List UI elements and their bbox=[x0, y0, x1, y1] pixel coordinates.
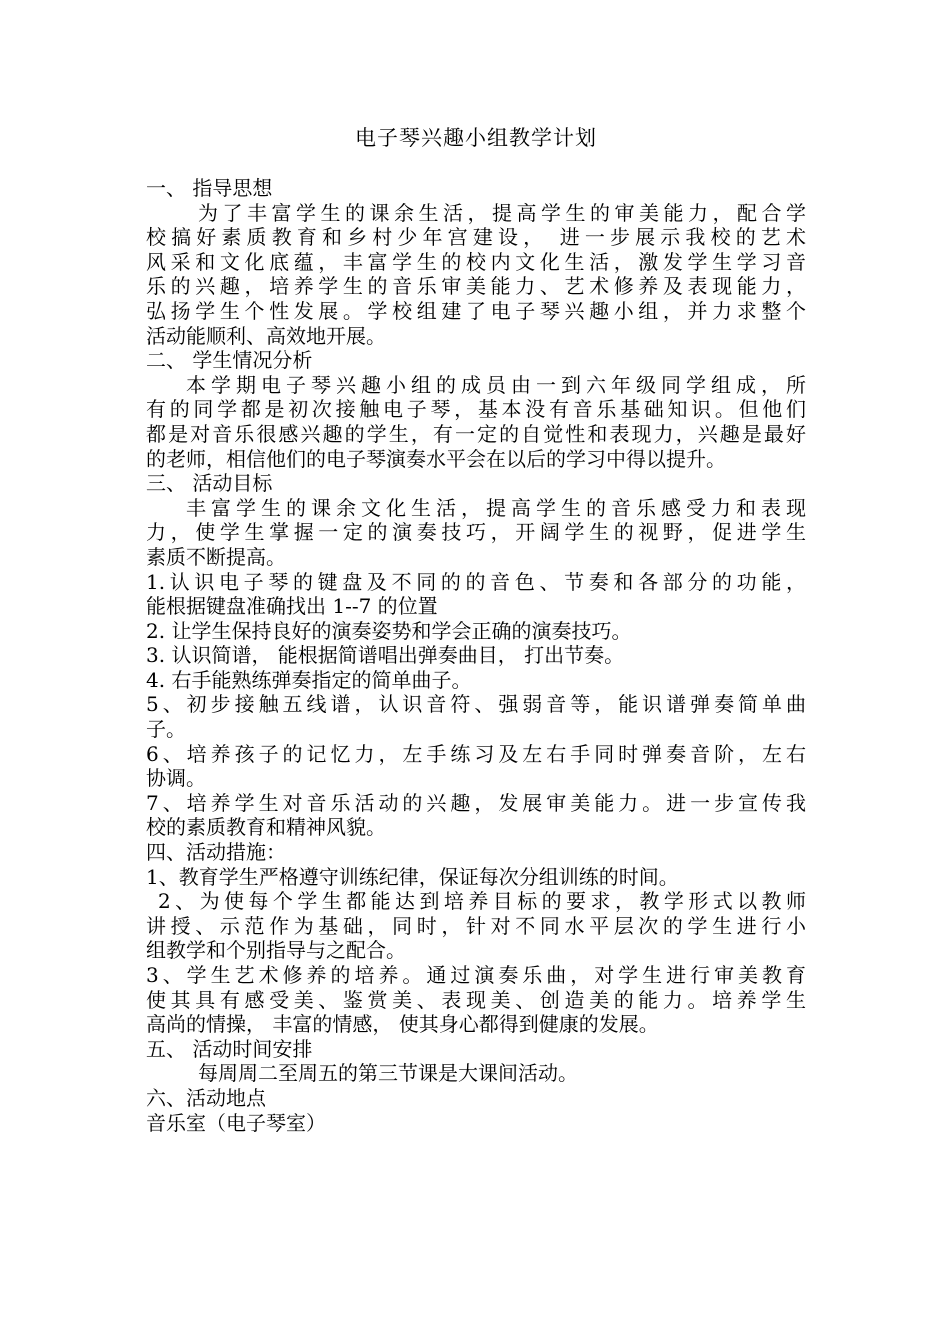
body-text-line: 校的素质教育和精神风貌。 bbox=[146, 815, 386, 840]
page-title: 电子琴兴趣小组教学计划 bbox=[355, 126, 597, 150]
body-text-line: 每周周二至周五的第三节课是大课间活动。 bbox=[198, 1061, 578, 1086]
body-text-line: 都是对音乐很感兴趣的学生，有一定的自觉性和表现力，兴趣是最好 bbox=[146, 421, 806, 446]
section-heading: 二、 学生情况分析 bbox=[146, 348, 313, 373]
body-text-line: 4. 右手能熟练弹奏指定的简单曲子。 bbox=[146, 667, 472, 692]
body-text-line: 丰富学生的课余文化生活，提高学生的音乐感受力和表现 bbox=[186, 495, 806, 520]
body-text-line: 能根据键盘准确找出 1--7 的位置 bbox=[146, 594, 438, 619]
body-text-line: 风采和文化底蕴，丰富学生的校内文化生活，激发学生学习音 bbox=[146, 249, 806, 274]
body-text-line: 2. 让学生保持良好的演奏姿势和学会正确的演奏技巧。 bbox=[146, 618, 632, 643]
body-text-line: 弘扬学生个性发展。学校组建了电子琴兴趣小组，并力求整个 bbox=[146, 298, 806, 323]
body-text-line: 为了丰富学生的课余生活，提高学生的审美能力，配合学 bbox=[198, 200, 806, 225]
body-text-line: 7、培养学生对音乐活动的兴趣，发展审美能力。进一步宣传我 bbox=[146, 790, 806, 815]
body-text-line: 3. 认识简谱， 能根据简谱唱出弹奏曲目， 打出节奏。 bbox=[146, 643, 625, 668]
body-text-line: 1、教育学生严格遵守训练纪律，保证每次分组训练的时间。 bbox=[146, 864, 679, 889]
body-text-line: 高尚的情操， 丰富的情感， 使其身心都得到健康的发展。 bbox=[146, 1012, 659, 1037]
document-page bbox=[146, 122, 806, 1135]
body-text-line: 力，使学生掌握一定的演奏技巧，开阔学生的视野，促进学生 bbox=[146, 520, 806, 545]
section-heading: 四、活动措施： bbox=[146, 840, 286, 865]
document-body bbox=[146, 176, 806, 1135]
body-text-line: 活动能顺利、高效地开展。 bbox=[146, 323, 386, 348]
body-text-line: 子。 bbox=[146, 717, 186, 742]
body-text-line: 有的同学都是初次接触电子琴，基本没有音乐基础知识。但他们 bbox=[146, 397, 806, 422]
body-text-line: 讲授、示范作为基础，同时，针对不同水平层次的学生进行小 bbox=[146, 913, 806, 938]
body-text-line: 组教学和个别指导与之配合。 bbox=[146, 938, 406, 963]
body-text-line: 6、培养孩子的记忆力，左手练习及左右手同时弹奏音阶，左右 bbox=[146, 741, 806, 766]
body-text-line: 协调。 bbox=[146, 766, 206, 791]
section-heading: 三、 活动目标 bbox=[146, 471, 273, 496]
body-text-line: 素质不断提高。 bbox=[146, 544, 286, 569]
body-text-line: 乐的兴趣，培养学生的音乐审美能力、艺术修养及表现能力， bbox=[146, 274, 806, 299]
body-text-line: 本学期电子琴兴趣小组的成员由一到六年级同学组成，所 bbox=[186, 372, 806, 397]
section-heading: 六、活动地点 bbox=[146, 1085, 266, 1110]
section-heading: 五、 活动时间安排 bbox=[146, 1036, 313, 1061]
body-text-line: 校搞好素质教育和乡村少年宫建设， 进一步展示我校的艺术 bbox=[146, 225, 806, 250]
body-text-line: 5、初步接触五线谱，认识音符、强弱音等，能识谱弹奏简单曲 bbox=[146, 692, 806, 717]
body-text-line: 3、学生艺术修养的培养。通过演奏乐曲，对学生进行审美教育 bbox=[146, 963, 806, 987]
body-text-line: 的老师，相信他们的电子琴演奏水平会在以后的学习中得以提升。 bbox=[146, 446, 726, 471]
section-heading: 一、 指导思想 bbox=[146, 176, 273, 200]
body-text-line: 2、为使每个学生都能达到培养目标的要求，教学形式以教师 bbox=[158, 889, 806, 914]
body-text-line: 使其具有感受美、鉴赏美、表现美、创造美的能力。培养学生 bbox=[146, 987, 806, 1012]
body-text-line: 音乐室（电子琴室） bbox=[146, 1110, 326, 1135]
body-text-line: 1.认识电子琴的键盘及不同的的音色、节奏和各部分的功能， bbox=[146, 569, 806, 594]
